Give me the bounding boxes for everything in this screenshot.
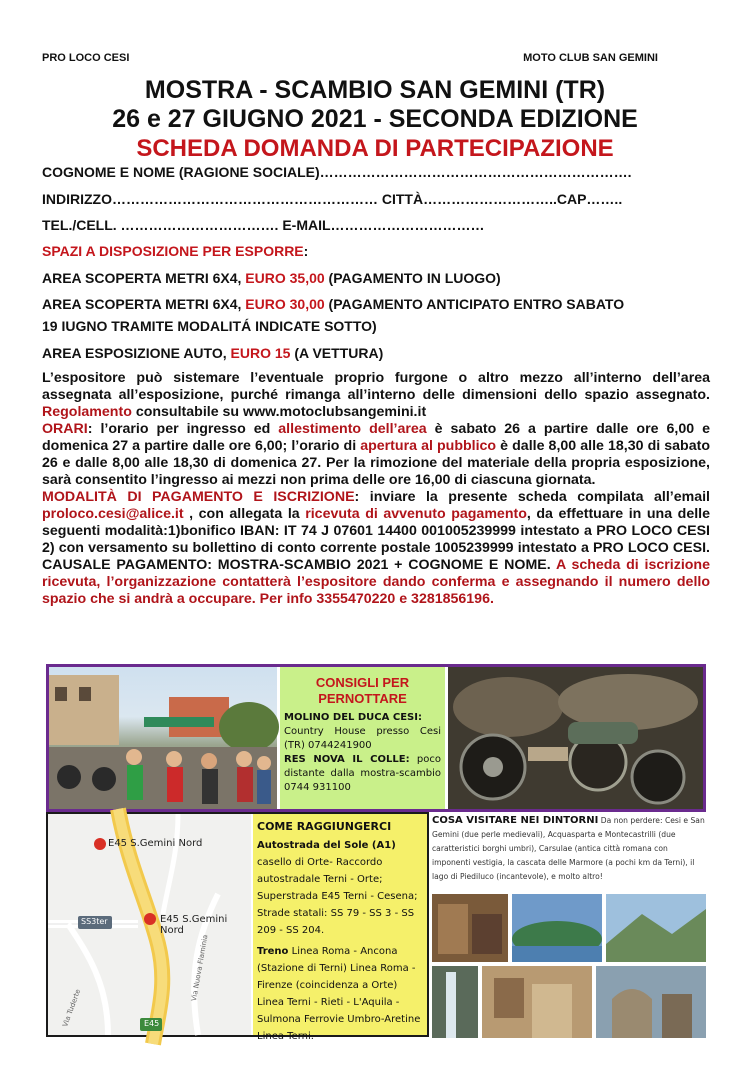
map-label-e45: E45 (144, 1019, 160, 1028)
name-field-line[interactable]: COGNOME E NOME (RAGIONE SOCIALE)…………………………………………………………. (42, 164, 632, 180)
regolamento-paragraph: L’espositore può sistemare l’eventuale proprio furgone o altro mezzo all’interno dell’area assegnata all’esposizione, purché rimanga all’interno delle dimensioni dello spazio assegnato. Regolamento consultabile su www.motoclubsangemini.it (42, 370, 710, 420)
body-text (42, 370, 710, 608)
spaces-heading: SPAZI A DISPOSIZIONE PER ESPORRE: (42, 243, 309, 259)
consigli-title: CONSIGLI PER PERNOTTARE (315, 675, 410, 706)
visit-text: Da non perdere: Cesi e San Gemini (due perle medievali), Acquasparta e Montecastrilli (due caratteristici borghi umbri), Carsulae (antica città romana con imponenti vestigia, la cascata delle Marmore (a pochi km da Terni), il lago di Piediluco (incantevole), e molto altro! (432, 816, 705, 881)
consigli-box (280, 667, 445, 809)
map-label-via-flaminia: Via Nuova Flaminia (189, 934, 210, 1002)
visit-title: COSA VISITARE NEI DINTORNI (432, 815, 599, 826)
map-label-2: E45 S.Gemini Nord (160, 914, 228, 936)
directions-title: COME RAGGIUNGERCI (257, 820, 392, 833)
event-photo-art (49, 667, 277, 809)
payment-paragraph: MODALITÀ DI PAGAMENTO E ISCRIZIONE: inviare la presente scheda compilata all’email proloco.cesi@alice.it , con allegata la ricevuta di avvenuto pagamento, da effettuare in una delle seguenti modalità:1)bonifico IBAN: IT 74 J 07601 14400 001005239999 intestato a PRO LOCO CESI 2) con versamento su bollettino di conto corrente postale 1005239999 intestato a PRO LOCO CESI. CAUSALE PAGAMENTO: MOSTRA-SCAMBIO 2021 + COGNOME E NOME. A scheda di iscrizione ricevuta, l’organizzazione contatterà l’espositore dando conferma e assegnando il numero dello spazio che si andrà a occupare. Per info 3355470220 e 3281856196. (42, 489, 710, 607)
motorcycles-photo (448, 667, 703, 809)
email-link[interactable]: proloco.cesi@alice.it (42, 506, 184, 522)
treno-label: Treno (257, 946, 289, 957)
title-line-3: SCHEDA DOMANDA DI PARTECIPAZIONE (136, 135, 614, 162)
left-org: PRO LOCO CESI (42, 52, 130, 64)
treno-text: Linea Roma - Ancona (Stazione di Terni) Linea Roma - Firenze (coincidenza a Orte) Linea Terni - Rieti - L'Aquila - Sulmona Ferrovie Umbro-Aretine Linea Terni. (257, 946, 421, 1042)
visit-section (432, 814, 706, 1038)
title-line-1: MOSTRA - SCAMBIO SAN GEMINI (TR) (144, 76, 606, 104)
space-option-2: AREA SCOPERTA METRI 6X4, EURO 30,00 (PAGAMENTO ANTICIPATO ENTRO SABATO (42, 296, 625, 312)
directions-box (253, 814, 427, 1042)
map-pin-1 (94, 838, 106, 850)
hotel1-desc: Country House presso Cesi (TR) 0744241900 (284, 726, 441, 751)
map-label-1: E45 S.Gemini Nord (108, 838, 203, 849)
tel-email-field-line[interactable]: TEL./CELL. ……………………………. E-MAIL…………………………… (42, 217, 485, 233)
orari-paragraph: ORARI: l’orario per ingresso ed allestimento dell’area è sabato 26 a partire dalle ore 6,00 e domenica 27 a partire dalle ore 6,00; l’orario di apertura al pubblico è dalle 8,00 alle 18,30 di sabato 26 e dalle 8,00 alle 18,30 di domenica 27. Per la rimozione del materiale della propria esposizione, sarà consentito l’ingresso ai mezzi non prima delle ore 16,00 di ciascuna giornata. (42, 421, 710, 488)
space-option-3: AREA ESPOSIZIONE AUTO, EURO 15 (A VETTURA) (42, 345, 384, 361)
hotel2-name: RES NOVA IL COLLE: (284, 754, 410, 765)
photo-strip (46, 664, 706, 812)
event-photo (49, 667, 277, 809)
a1-text: casello di Orte- Raccordo autostradale Terni - Orte; Superstrada E45 Terni - Cesena; Strade statali: SS 79 - SS 3 - SS 209 - SS 204. (257, 857, 418, 936)
map-pin-2 (144, 913, 156, 925)
right-org: MOTO CLUB SAN GEMINI (523, 52, 658, 64)
hotel1-name: MOLINO DEL DUCA CESI: (284, 712, 422, 723)
a1-label: Autostrada del Sole (A1) (257, 840, 396, 851)
map-label-ss3ter: SS3ter (81, 917, 108, 926)
map[interactable] (48, 814, 251, 1035)
address-field-line[interactable]: INDIRIZZO………………………………………………… CITTÀ………………………..CAP…….. (42, 191, 623, 207)
title-line-2: 26 e 27 GIUGNO 2021 - SECONDA EDIZIONE (112, 105, 638, 133)
regolamento-label: Regolamento (42, 404, 132, 420)
space-option-1: AREA SCOPERTA METRI 6X4, EURO 35,00 (PAGAMENTO IN LUOGO) (42, 270, 501, 286)
map-label-via-tuderte: Via Tuderte (61, 988, 83, 1028)
space-option-2-cont: 19 IUGNO TRAMITE MODALITÁ INDICATE SOTTO) (42, 318, 377, 334)
visit-photo-collage (432, 894, 706, 1038)
map-directions-box (46, 812, 429, 1042)
hotel2-desc: poco distante dalla mostra-scambio 0744 931100 (284, 754, 441, 793)
motorcycles-photo-art (448, 667, 703, 809)
